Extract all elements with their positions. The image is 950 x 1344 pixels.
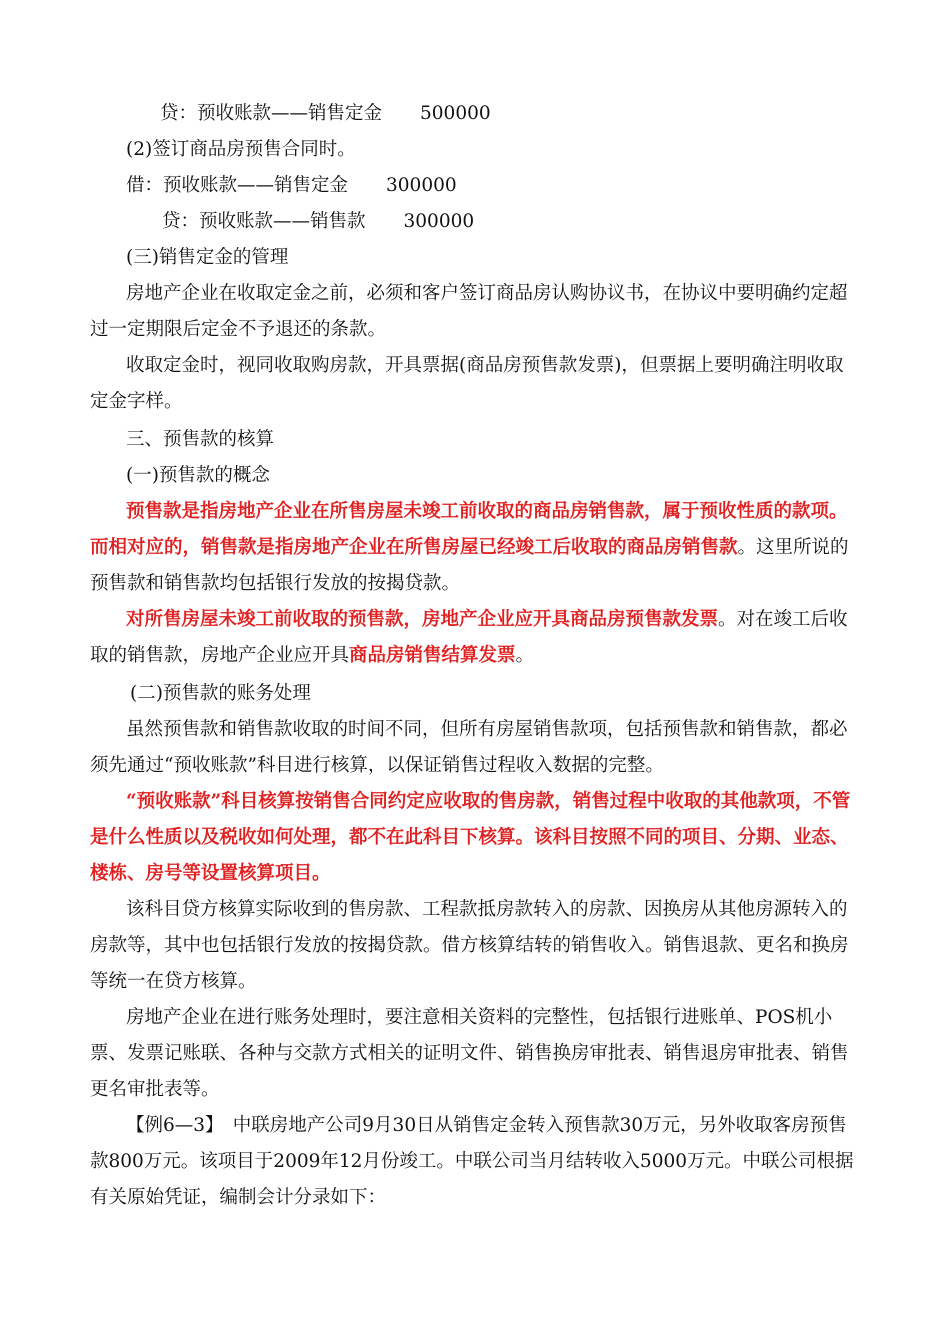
heading-text: (三)销售定金的管理 (126, 247, 289, 268)
paragraph-example-6-3 (90, 1108, 860, 1216)
entry-amount: 300000 (386, 175, 457, 196)
paragraph-account-scope (90, 784, 860, 892)
entry-step-2 (126, 138, 356, 162)
paragraph-text: 虽然预售款和销售款收取的时间不同，但所有房屋销售款项，包括预售款和销售款，都必须先通过“预收账款”科目进行核算，以保证销售过程收入数据的完整。 (90, 719, 848, 776)
entry-credit-sales (162, 210, 474, 234)
entry-amount: 300000 (403, 211, 475, 232)
highlight-text: 对所售房屋未竣工前收取的预售款，房地产企业应开具商品房预售款发票 (126, 609, 719, 630)
section-heading-deposit-management (126, 246, 288, 270)
paragraph-text: 收取定金时，视同收取购房款，开具票据(商品房预售款发票)，但票据上要明确注明收取定金字样。 (90, 355, 844, 412)
paragraph-documents (90, 1000, 860, 1108)
entry-text: (2)签订商品房预售合同时。 (126, 139, 356, 160)
paragraph-invoice-types (90, 602, 860, 674)
subsection-heading-accounting (130, 682, 311, 706)
paragraph-deposit-invoice (90, 348, 860, 420)
paragraph-text: 房地产企业在进行账务处理时，要注意相关资料的完整性，包括银行进账单、POS机小票、发票记账联、各种与交款方式相关的证明文件、销售换房审批表、销售退房审批表、销售更名审批表等。 (90, 1007, 849, 1100)
paragraph-text: 房地产企业在收取定金之前，必须和客户签订商品房认购协议书，在协议中要明确约定超过一定期限后定金不予退还的条款。 (90, 283, 848, 340)
entry-text: 借：预收账款——销售定金 (126, 175, 349, 196)
entry-debit-deposit (126, 174, 457, 198)
paragraph-text: 【例6—3】 中联房地产公司9月30日从销售定金转入预售款30万元，另外收取客房预售款800万元。该项目于2009年12月份竣工。中联公司当月结转收入5000万元。中联公司根据有关原始凭证，编制会计分录如下： (90, 1115, 854, 1208)
paragraph-deposit-agreement (90, 276, 860, 348)
subsection-heading-concept (126, 464, 270, 488)
paragraph-text: 。这里所说的预售款和销售款均包括银行发放的按揭贷款。 (90, 537, 849, 594)
heading-text: (一)预售款的概念 (126, 465, 270, 486)
paragraph-text: 该科目贷方核算实际收到的售房款、工程款抵房款转入的房款、因换房从其他房源转入的房款等，其中也包括银行发放的按揭贷款。借方核算结转的销售收入。销售退款、更名和换房等统一在贷方核算。 (90, 899, 849, 992)
heading-text: 三、预售款的核算 (126, 429, 275, 450)
highlight-text: 商品房销售结算发票 (349, 645, 516, 666)
paragraph-advance-receipts (90, 712, 860, 784)
entry-text: 贷：预收账款——销售款 (162, 211, 366, 232)
heading-text: (二)预售款的账务处理 (130, 683, 311, 704)
highlight-text: 预售款是指房地产企业在所售房屋未竣工前收取的商品房销售款，属于预收性质的款项。而相对应的，销售款是指房地产企业在所售房屋已经竣工后收取的商品房销售款 (90, 501, 848, 558)
paragraph-text: 。 (515, 645, 535, 666)
entry-credit-deposit (160, 102, 491, 126)
paragraph-presale-definition (90, 494, 860, 602)
section-heading-presale (126, 428, 274, 452)
entry-text: 贷：预收账款——销售定金 (160, 103, 383, 124)
entry-amount: 500000 (420, 103, 491, 124)
paragraph-credit-side (90, 892, 860, 1000)
highlight-text: “预收账款”科目核算按销售合同约定应收取的售房款，销售过程中收取的其他款项，不管是什么性质以及税收如何处理，都不在此科目下核算。该科目按照不同的项目、分期、业态、楼栋、房号等设置核算项目。 (90, 791, 851, 884)
paragraph-text: 。对在竣工后收取的销售款，房地产企业应开具 (90, 609, 848, 666)
